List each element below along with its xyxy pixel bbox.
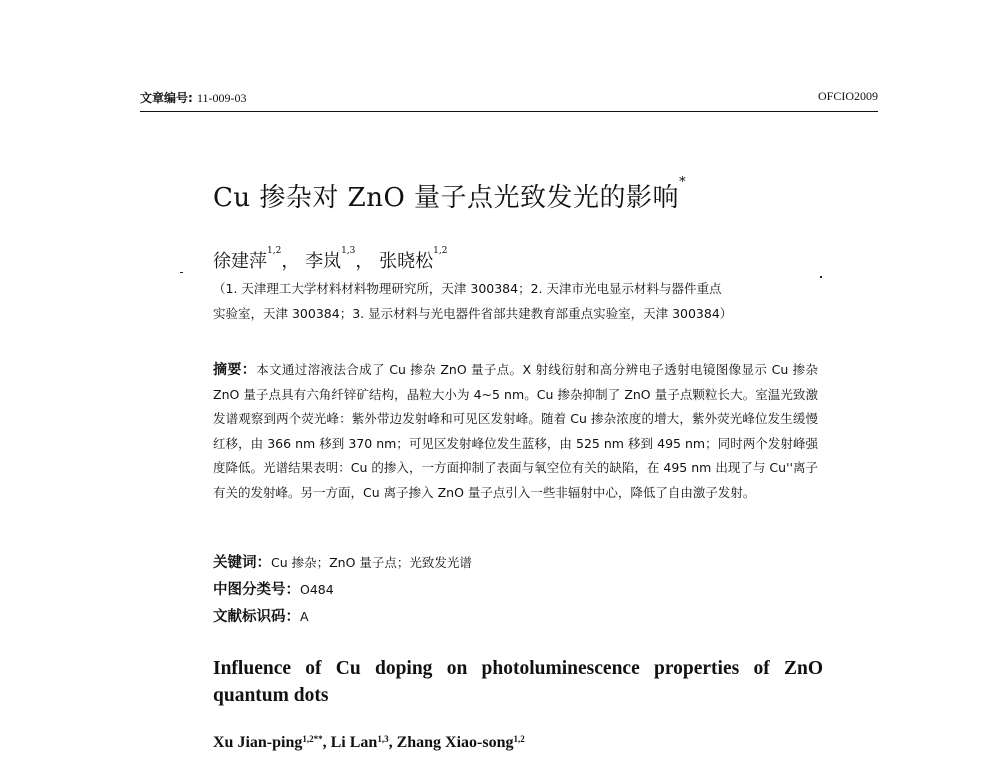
author-separator: ， (355, 251, 374, 272)
title-footnote-mark: * (679, 175, 687, 190)
keywords (213, 551, 472, 572)
abstract-label: 摘要： (213, 362, 257, 378)
article-number-value: 11-009-03 (197, 91, 247, 105)
english-author-sup: 1,2 (513, 734, 525, 744)
author-affil-sup: 1,2 (433, 246, 448, 256)
affiliation-line: （1. 天津理工大学材料材料物理研究所，天津 300384；2. 天津市光电显示材料与器件重点 (213, 281, 722, 296)
author-separator: ， (281, 251, 300, 272)
doc-code-label: 文献标识码： (213, 609, 300, 625)
abstract (213, 358, 818, 505)
english-author-separator: , (388, 734, 397, 751)
english-author-sup: 1,2** (302, 734, 323, 744)
clc-number (213, 578, 334, 599)
paper-title (213, 177, 686, 214)
affiliations (213, 276, 818, 326)
english-author-sup: 1,3 (377, 734, 389, 744)
running-header (140, 89, 878, 112)
conference-code: OFCIO2009 (817, 89, 878, 103)
article-number (140, 89, 247, 106)
english-author-name: Xu Jian-ping (213, 734, 303, 751)
clc-label: 中图分类号： (213, 582, 300, 598)
clc-text: O484 (300, 582, 334, 597)
english-author-name: Li Lan (330, 734, 378, 751)
english-title: Influence of Cu doping on photoluminescence properties of ZnO quantum dots (213, 658, 823, 706)
keywords-text: Cu 掺杂；ZnO 量子点；光致发光谱 (271, 555, 472, 570)
english-author-separator: , (322, 734, 331, 751)
author-name: 徐建萍 (213, 251, 267, 272)
scan-speck (820, 276, 822, 278)
english-author-name: Zhang Xiao-song (396, 734, 514, 751)
abstract-text: 本文通过溶液法合成了 Cu 掺杂 ZnO 量子点。X 射线衍射和高分辨电子透射电镜图像显示 Cu 掺杂 ZnO 量子点具有六角纤锌矿结构，晶粒大小为 4~5 nm。Cu 掺杂抑制了 ZnO 量子点颗粒长大。室温光致激发谱观察到两个荧光峰：紫外带边发射峰和可见区发射峰。随着 Cu 掺杂浓度的增大，紫外荧光峰位发生缓慢红移，由 366 nm 移到 370 nm；可见区发射峰位发生蓝移，由 525 nm 移到 495 nm；同时两个发射峰强度降低。光谱结果表明：Cu 的掺入，一方面抑制了表面与氧空位有关的缺陷，在 495 nm 出现了与 Cu''离子有关的发射峰。另一方面，Cu 离子掺入 ZnO 量子点引入一些非辐射中心，降低了自由激子发射。 (213, 362, 818, 500)
author-name: 李岚 (305, 251, 342, 272)
author-affil-sup: 1,2 (267, 246, 282, 256)
paper-title-text: Cu 掺杂对 ZnO 量子点光致发光的影响 (213, 183, 680, 213)
author-affil-sup: 1,3 (341, 246, 356, 256)
english-author-list (213, 734, 525, 752)
affiliation-line: 实验室，天津 300384；3. 显示材料与光电器件省部共建教育部重点实验室，天津 300384） (213, 306, 733, 321)
keywords-label: 关键词： (213, 555, 271, 571)
doc-code-text: A (300, 609, 309, 624)
author-name: 张晓松 (379, 251, 434, 272)
article-number-label: 文章编号: (140, 91, 193, 105)
document-code (213, 605, 309, 626)
author-list (213, 247, 447, 273)
scan-speck (180, 272, 183, 273)
